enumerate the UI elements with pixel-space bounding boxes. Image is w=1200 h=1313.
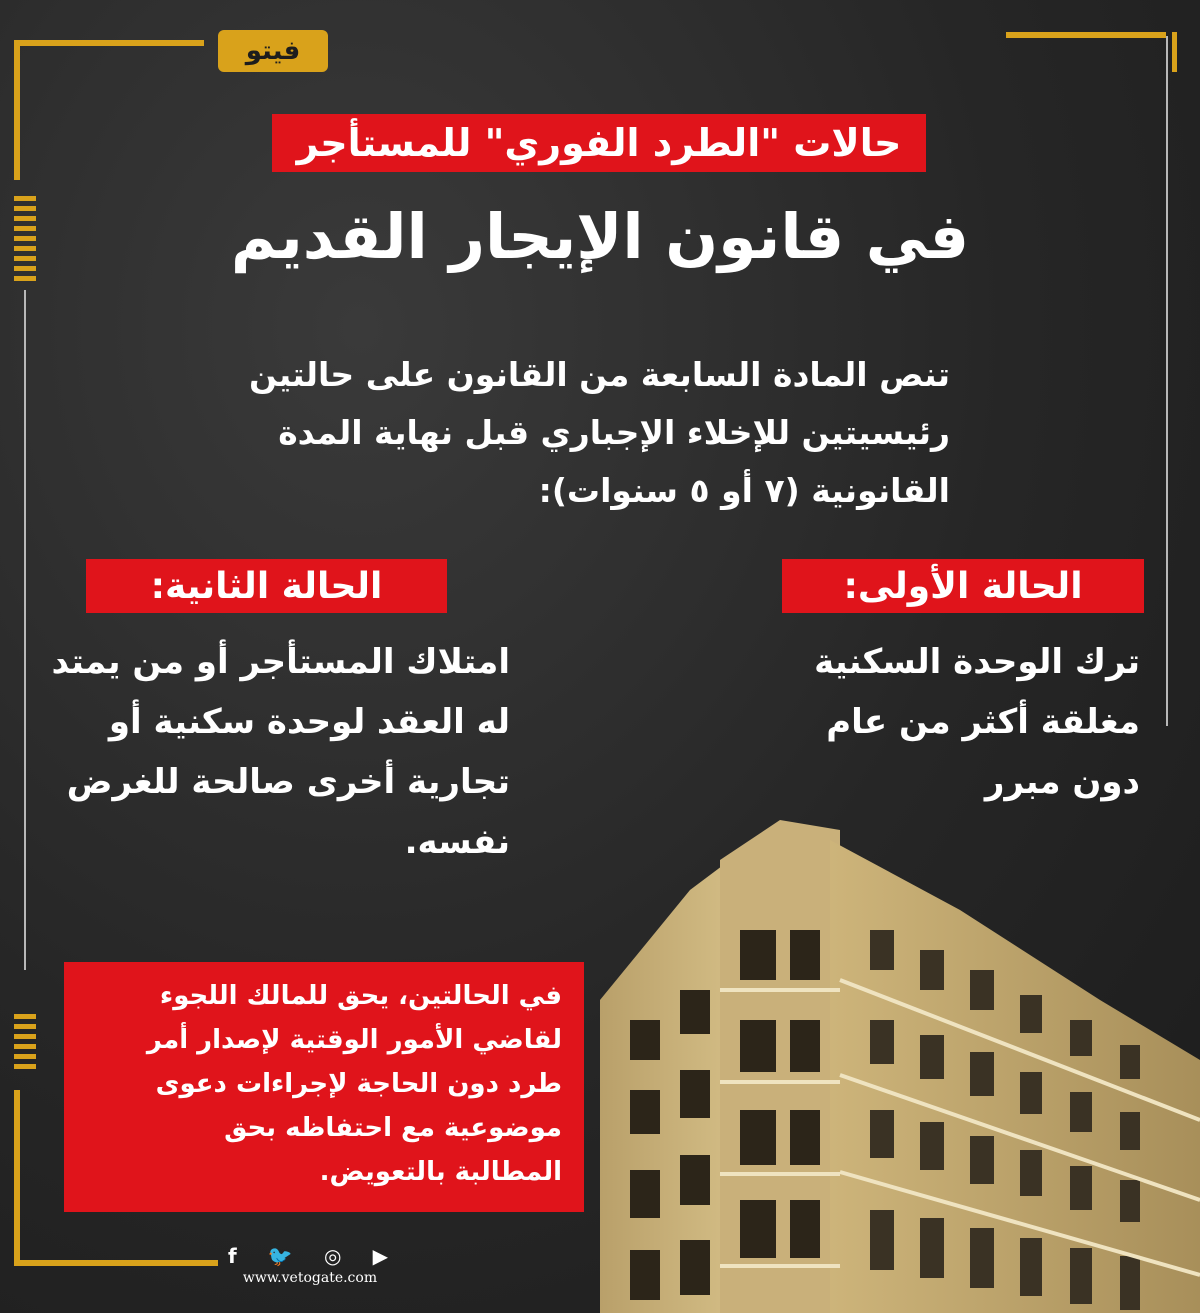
frame-left-stripe (14, 266, 36, 271)
frame-left-bottom-stripe (14, 1014, 36, 1019)
building-illustration (540, 820, 1200, 1313)
frame-left-stripe (14, 236, 36, 241)
case2-heading (86, 559, 447, 613)
case1-heading (782, 559, 1144, 613)
frame-left-stripe (14, 276, 36, 281)
website-url[interactable]: www.vetogate.com (242, 1270, 378, 1286)
note-line: طرد دون الحاجة لإجراءات دعوى (155, 1069, 562, 1099)
twitter-icon[interactable]: 🐦 (267, 1244, 293, 1268)
facebook-icon[interactable]: f (228, 1244, 237, 1268)
title-line1: حالات "الطرد الفوري" للمستأجر (296, 121, 902, 165)
frame-left-bottom-stripe (14, 1024, 36, 1029)
frame-left-stripe (14, 256, 36, 261)
frame-left-stripe (14, 226, 36, 231)
case2-line: امتلاك المستأجر أو من يمتد (51, 642, 510, 682)
intro-text (160, 346, 950, 520)
frame-left-vertical (14, 40, 20, 180)
frame-bottom-horizontal (14, 1260, 218, 1266)
note-line: لقاضي الأمور الوقتية لإصدار أمر (146, 1025, 562, 1055)
frame-left-bottom-stripe (14, 1034, 36, 1039)
frame-left-stripe (14, 196, 36, 201)
note-line: موضوعية مع احتفاظه بحق (224, 1113, 562, 1143)
intro-line: تنص المادة السابعة من القانون على حالتين (249, 355, 950, 394)
frame-right-top-vertical (1172, 32, 1177, 72)
title-banner (272, 114, 926, 172)
case2-heading-label: الحالة الثانية: (150, 565, 383, 607)
social-icons (228, 1244, 388, 1268)
frame-left-stripe (14, 206, 36, 211)
frame-bottom-left-vertical (14, 1090, 20, 1266)
youtube-icon[interactable]: ▶ (372, 1244, 388, 1268)
case2-body (40, 632, 510, 872)
frame-top-right-horizontal (1006, 32, 1166, 38)
intro-line: القانونية (٧ أو ٥ سنوات): (538, 471, 950, 510)
vetogate-logo (218, 30, 328, 72)
title-line2: في قانون الإيجار القديم (230, 200, 970, 273)
note-line: المطالبة بالتعويض. (319, 1157, 562, 1187)
case1-line: ترك الوحدة السكنية (814, 642, 1140, 682)
frame-left-stripe (14, 216, 36, 221)
frame-left-bottom-stripe (14, 1054, 36, 1059)
case2-line: تجارية أخرى صالحة للغرض (66, 762, 510, 802)
logo-text: فيتو (245, 36, 301, 66)
note-line: في الحالتين، يحق للمالك اللجوء (159, 981, 562, 1011)
case1-line: دون مبرر (984, 762, 1140, 802)
frame-left-bottom-stripe (14, 1044, 36, 1049)
intro-line: رئيسيتين للإخلاء الإجباري قبل نهاية المدة (278, 413, 950, 452)
frame-left-stripe (14, 246, 36, 251)
frame-top-left-horizontal (14, 40, 204, 46)
case2-line: له العقد لوحدة سكنية أو (108, 702, 510, 742)
case2-line: نفسه. (404, 822, 510, 862)
case1-line: مغلقة أكثر من عام (826, 702, 1140, 742)
case1-body (780, 632, 1140, 812)
frame-right-thin-line (1166, 36, 1168, 726)
case1-heading-label: الحالة الأولى: (843, 565, 1083, 607)
instagram-icon[interactable]: ◎ (323, 1244, 342, 1268)
legal-note-box (64, 962, 584, 1212)
frame-left-bottom-stripe (14, 1064, 36, 1069)
frame-left-thin-line (24, 290, 26, 970)
